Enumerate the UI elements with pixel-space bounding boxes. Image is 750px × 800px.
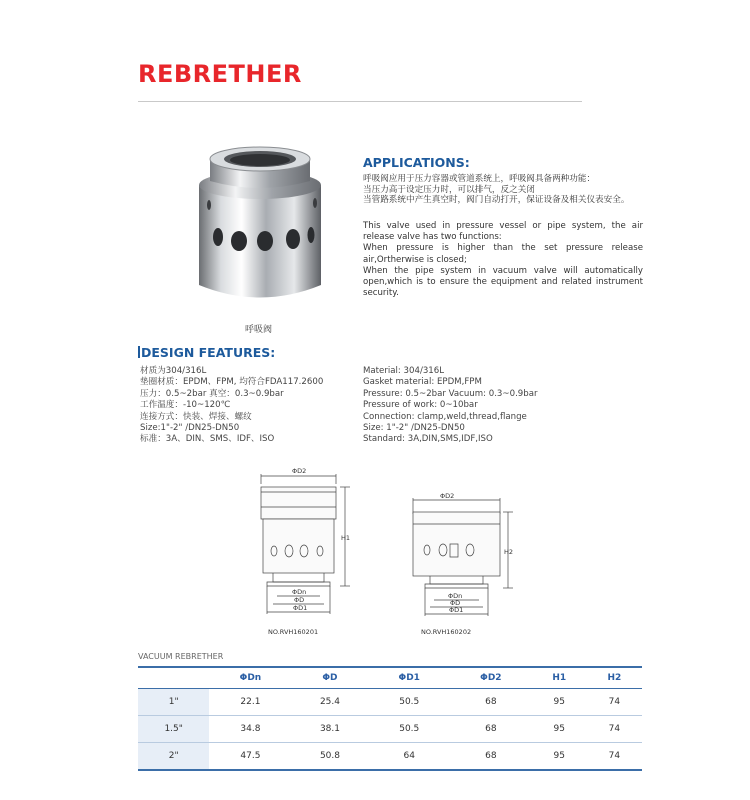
heading-bar (138, 346, 140, 358)
table-row (138, 689, 642, 716)
design-features-heading (138, 345, 275, 360)
size-cell: 1.5" (138, 716, 209, 743)
table-caption: VACUUM REBRETHER (138, 652, 224, 661)
table-header-cell: ΦD (292, 667, 369, 689)
table-header-cell (138, 667, 209, 689)
features-english (363, 366, 538, 446)
right-d-label: ΦD (450, 599, 461, 607)
drawing-rvh160202 (413, 492, 513, 636)
feature-cn-line: 压力：0.5~2bar 真空：0.3~0.9bar (140, 388, 284, 399)
left-h-label: H1 (341, 534, 351, 542)
table-header-row (138, 667, 642, 689)
table-header-cell: ΦD2 (450, 667, 532, 689)
right-dn-label: ΦDn (448, 592, 463, 600)
table-cell: 25.4 (292, 689, 369, 716)
applications-chinese (363, 174, 629, 206)
left-dn-label: ΦDn (292, 588, 307, 596)
table-cell: 34.8 (209, 716, 291, 743)
table-cell: 22.1 (209, 689, 291, 716)
right-model-number: NO.RVH160202 (421, 628, 472, 636)
page-title: REBRETHER (138, 60, 302, 88)
table-cell: 68 (450, 716, 532, 743)
feature-cn-line: 标准：3A、DIN、SMS、IDF、ISO (140, 434, 275, 445)
table-cell: 47.5 (209, 743, 291, 771)
app-cn-line: 当压力高于设定压力时，可以排气，反之关闭 (363, 184, 535, 195)
table-row (138, 743, 642, 771)
table-header-cell: H1 (532, 667, 587, 689)
table-cell: 74 (587, 689, 642, 716)
feature-en-line: Pressure of work: 0~10bar (363, 400, 478, 411)
applications-english (363, 221, 643, 299)
right-d2-label: ΦD2 (440, 492, 455, 500)
app-en-paragraph: When pressure is higher than the set pressure release air,Ortherwise is closed; (363, 243, 643, 265)
photo-caption: 呼吸阀 (245, 325, 273, 335)
drawing-rvh160201 (261, 467, 350, 636)
feature-en-line: Gasket material: EPDM,FPM (363, 377, 482, 388)
dimensions-table (138, 666, 642, 771)
table-row (138, 716, 642, 743)
table-cell: 74 (587, 716, 642, 743)
app-cn-line: 呼吸阀应用于压力容器或管道系统上，呼吸阀具备两种功能： (363, 174, 596, 184)
left-d1-label: ΦD1 (293, 604, 308, 612)
feature-cn-line: 工作温度：-10~120℃ (140, 400, 231, 411)
table-cell: 38.1 (292, 716, 369, 743)
table-header-cell: ΦD1 (368, 667, 450, 689)
right-d1-label: ΦD1 (449, 606, 464, 614)
table-cell: 68 (450, 689, 532, 716)
product-photo (195, 145, 325, 310)
feature-cn-line: 材质为304/316L (140, 366, 207, 376)
applications-heading: APPLICATIONS: (363, 155, 470, 170)
feature-cn-line: Size:1"-2" /DN25-DN50 (140, 423, 240, 434)
feature-cn-line: 垫圈材质：EPDM、FPM, 均符合FDA117.2600 (140, 377, 324, 388)
left-d-label: ΦD (294, 596, 305, 604)
app-cn-line: 当管路系统中产生真空时，阀门自动打开，保证设备及相关仪表安全。 (363, 195, 630, 205)
feature-en-line: Pressure: 0.5~2bar Vacuum: 0.3~0.9bar (363, 388, 538, 399)
app-en-paragraph: This valve used in pressure vessel or pipe system, the air release valve has two functions: (363, 221, 643, 243)
app-en-paragraph: When the pipe system in vacuum valve will automatically open,which is to ensure the equipment and related instrument security. (363, 265, 643, 299)
left-model-number: NO.RVH160201 (268, 628, 319, 636)
feature-cn-line: 连接方式：快装、焊接、螺纹 (140, 411, 252, 422)
title-divider (138, 101, 582, 102)
feature-en-line: Size: 1"-2" /DN25-DN50 (363, 423, 465, 434)
size-cell: 1" (138, 689, 209, 716)
table-cell: 64 (368, 743, 450, 771)
table-header-cell: H2 (587, 667, 642, 689)
table-cell: 50.8 (292, 743, 369, 771)
feature-en-line: Material: 304/316L (363, 366, 445, 376)
feature-en-line: Connection: clamp,weld,thread,flange (363, 411, 527, 422)
features-chinese (140, 366, 323, 446)
table-cell: 50.5 (368, 716, 450, 743)
table-cell: 95 (532, 689, 587, 716)
right-h-label: H2 (504, 548, 514, 556)
table-cell: 50.5 (368, 689, 450, 716)
design-heading-text: DESIGN FEATURES: (141, 345, 276, 360)
table-cell: 68 (450, 743, 532, 771)
feature-en-line: Standard: 3A,DIN,SMS,IDF,ISO (363, 434, 493, 445)
table-header-cell: ΦDn (209, 667, 291, 689)
table-cell: 74 (587, 743, 642, 771)
size-cell: 2" (138, 743, 209, 771)
table-cell: 95 (532, 716, 587, 743)
technical-drawings (240, 462, 610, 642)
table-cell: 95 (532, 743, 587, 771)
left-d2-label: ΦD2 (292, 467, 307, 475)
